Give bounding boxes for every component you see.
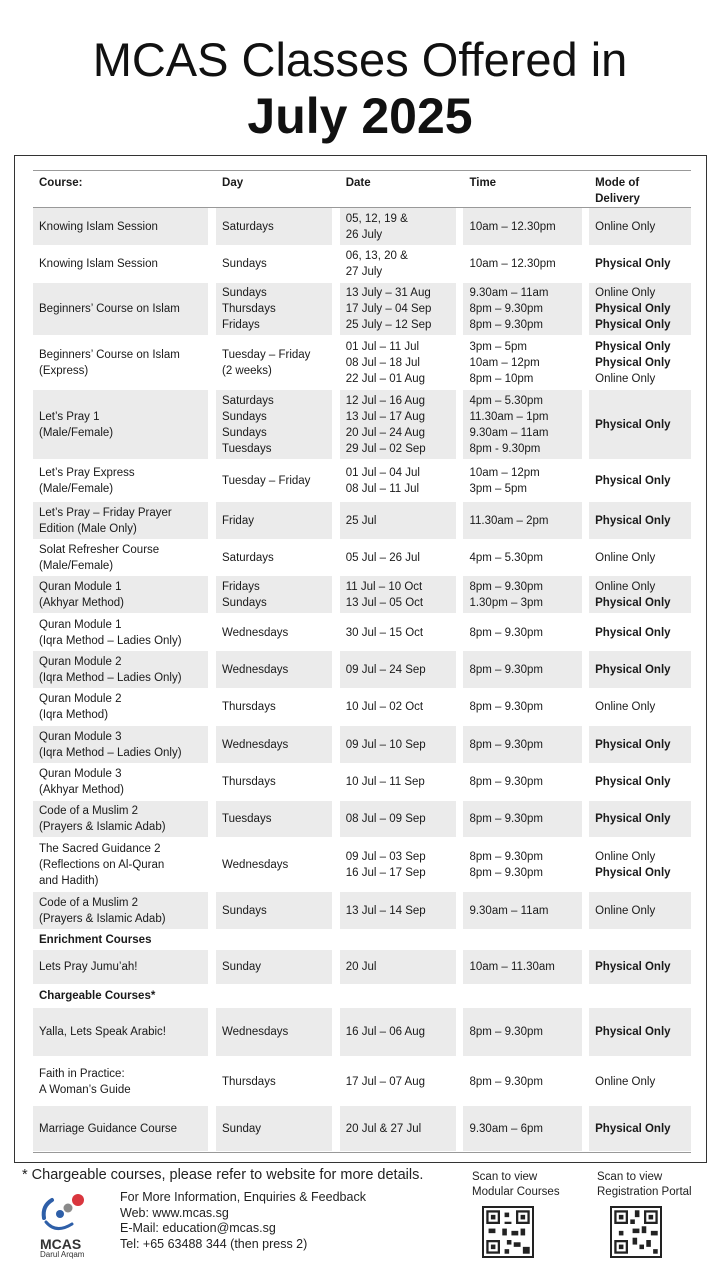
time-cell <box>463 651 582 688</box>
mode-cell <box>589 950 691 984</box>
time-cell-text: 8pm – 9.30pm <box>469 776 543 788</box>
time-cell <box>463 245 582 282</box>
mode-cell <box>589 764 691 800</box>
table-row <box>33 460 691 501</box>
date-cell-text: 09 Jul – 24 Sep <box>345 663 426 676</box>
course-cell <box>33 651 208 688</box>
mode-line: Physical Only <box>595 961 671 973</box>
mode-cell <box>589 1058 691 1105</box>
contact-email[interactable]: E-Mail: education@mcas.sg <box>120 1221 276 1235</box>
date-cell <box>340 801 457 837</box>
section-label: Chargeable Courses* <box>39 990 156 1002</box>
time-cell <box>463 208 582 245</box>
mode-line: Online Only <box>595 904 656 917</box>
table-bottom-rule <box>33 1152 691 1153</box>
time-cell-text: 10am – 12.30pm <box>469 220 556 233</box>
date-cell-text: 20 Jul & 27 Jul <box>345 1122 422 1135</box>
mode-cell <box>589 390 691 459</box>
table-row <box>33 1058 691 1105</box>
mode-cell <box>589 689 691 725</box>
table-row <box>33 540 691 575</box>
time-cell <box>463 576 582 613</box>
time-cell-text: 10am – 12pm 3pm – 5pm <box>469 466 540 495</box>
course-cell <box>33 502 208 539</box>
mode-line: Online Only <box>595 701 656 713</box>
mode-cell <box>589 838 691 891</box>
course-cell-text: Lets Pray Jumu’ah! <box>39 961 138 973</box>
mode-cell <box>589 540 691 575</box>
mode-line: Online Only <box>595 287 656 299</box>
time-cell-text: 8pm – 9.30pm <box>469 813 543 825</box>
time-cell-text: 11.30am – 2pm <box>469 514 549 527</box>
mode-line: Physical Only <box>595 257 671 270</box>
date-cell-text: 01 Jul – 11 Jul 08 Jul – 18 Jul 22 Jul – 01 Aug <box>345 340 426 385</box>
time-cell-text: 9.30am – 11am <box>469 904 549 917</box>
day-cell-text: Sundays <box>222 904 267 917</box>
contact-heading: For More Information, Enquiries & Feedback <box>120 1190 366 1204</box>
course-cell-text: Beginners’ Course on Islam <box>39 303 180 315</box>
mode-line: Physical Only <box>595 663 671 676</box>
mode-cell <box>589 576 691 613</box>
mode-cell <box>589 502 691 539</box>
course-cell <box>33 892 208 929</box>
mode-cell <box>589 1008 691 1056</box>
date-cell-text: 30 Jul – 15 Oct <box>345 626 424 639</box>
table-row <box>33 576 691 613</box>
date-cell <box>340 892 457 929</box>
day-cell-text: Saturdays Sundays Sundays Tuesdays <box>222 394 274 455</box>
mode-cell <box>589 283 691 335</box>
table-row <box>33 502 691 539</box>
day-cell <box>216 1008 332 1056</box>
time-cell-text: 9.30am – 11am 8pm – 9.30pm 8pm – 9.30pm <box>469 287 549 331</box>
contact-info <box>120 1190 366 1252</box>
header-date: Date <box>345 177 371 189</box>
date-cell-text: 12 Jul – 16 Aug 13 Jul – 17 Aug 20 Jul – 24 Aug 29 Jul – 02 Sep <box>345 394 426 455</box>
logo-name: MCAS <box>40 1236 82 1252</box>
table-row <box>33 208 691 245</box>
time-cell <box>463 950 582 984</box>
course-cell-text: Let’s Pray 1 (Male/Female) <box>39 410 114 439</box>
day-cell-text: Tuesdays <box>222 813 272 825</box>
day-cell-text: Thursdays <box>222 1075 276 1088</box>
mode-line: Physical Only <box>595 356 671 369</box>
mode-line: Physical Only <box>595 813 671 825</box>
date-cell <box>340 576 457 613</box>
date-cell <box>340 1106 457 1151</box>
date-cell-text: 13 Jul – 14 Sep <box>345 904 426 917</box>
date-cell <box>340 1008 457 1056</box>
time-cell <box>463 1058 582 1105</box>
time-cell <box>463 390 582 459</box>
header-course: Course: <box>39 177 83 189</box>
day-cell-text: Sunday <box>222 1122 262 1135</box>
date-cell-text: 10 Jul – 11 Sep <box>345 776 425 788</box>
time-cell-text: 8pm – 9.30pm <box>469 663 543 676</box>
day-cell-text: Fridays Sundays <box>222 580 267 609</box>
table-row <box>33 950 691 984</box>
course-cell-text: Faith in Practice: A Woman’s Guide <box>39 1067 131 1096</box>
mode-cell <box>589 1106 691 1151</box>
day-cell-text: Tuesday – Friday <box>222 474 311 487</box>
date-cell-text: 20 Jul <box>345 961 377 973</box>
course-cell <box>33 838 208 891</box>
day-cell-text: Sunday <box>222 961 262 973</box>
course-cell <box>33 726 208 763</box>
time-cell-text: 3pm – 5pm 10am – 12pm 8pm – 10pm <box>469 340 540 385</box>
contact-phone: Tel: +65 63488 344 (then press 2) <box>120 1236 308 1251</box>
course-cell <box>33 283 208 335</box>
table-row <box>33 892 691 929</box>
day-cell <box>216 892 332 929</box>
course-cell-text: Code of a Muslim 2 (Prayers & Islamic Adab) <box>39 805 166 833</box>
course-cell-text: Let’s Pray Express (Male/Female) <box>39 466 135 495</box>
date-cell-text: 16 Jul – 06 Aug <box>345 1026 426 1038</box>
course-cell-text: Beginners’ Course on Islam (Express) <box>39 348 180 377</box>
contact-web[interactable]: Web: www.mcas.sg <box>120 1205 229 1220</box>
course-cell-text: Quran Module 2 (Iqra Method – Ladies Only) <box>39 655 182 684</box>
mode-line: Online Only <box>595 850 656 863</box>
course-cell <box>33 1058 208 1105</box>
mode-line: Physical Only <box>595 1026 671 1038</box>
mode-line: Physical Only <box>595 866 671 879</box>
date-cell <box>340 460 457 501</box>
day-cell <box>216 651 332 688</box>
mode-line: Physical Only <box>595 303 671 315</box>
page-subtitle-month: July 2025 <box>247 88 473 144</box>
time-cell-text: 8pm – 9.30pm <box>469 1075 543 1088</box>
day-cell-text: Friday <box>222 514 254 527</box>
time-cell <box>463 764 582 800</box>
time-cell-text: 10am – 12.30pm <box>469 257 556 270</box>
mode-cell <box>589 614 691 651</box>
mode-line: Online Only <box>595 551 656 564</box>
table-row <box>33 801 691 837</box>
table-row <box>33 245 691 282</box>
time-cell <box>463 460 582 501</box>
date-cell-text: 09 Jul – 03 Sep 16 Jul – 17 Sep <box>345 850 426 879</box>
mode-cell <box>589 336 691 389</box>
course-cell-text: Quran Module 1 (Iqra Method – Ladies Only) <box>39 618 182 647</box>
table-row <box>33 838 691 891</box>
course-cell <box>33 245 208 282</box>
time-cell <box>463 540 582 575</box>
day-cell-text: Saturdays <box>222 551 274 564</box>
mode-cell <box>589 460 691 501</box>
table-header <box>33 170 691 208</box>
day-cell-text: Thursdays <box>222 776 276 788</box>
table-row <box>33 689 691 725</box>
day-cell <box>216 614 332 651</box>
time-cell <box>463 336 582 389</box>
day-cell <box>216 764 332 800</box>
mode-line: Physical Only <box>595 514 671 527</box>
table-row <box>33 336 691 389</box>
date-cell <box>340 208 457 245</box>
day-cell <box>216 576 332 613</box>
time-cell <box>463 726 582 763</box>
date-cell <box>340 502 457 539</box>
course-cell <box>33 390 208 459</box>
mode-line: Online Only <box>595 1075 656 1088</box>
course-cell <box>33 614 208 651</box>
mode-line: Physical Only <box>595 596 671 609</box>
day-cell <box>216 460 332 501</box>
time-cell-text: 8pm – 9.30pm 8pm – 9.30pm <box>469 850 543 879</box>
day-cell-text: Wednesdays <box>222 858 289 871</box>
day-cell <box>216 801 332 837</box>
time-cell <box>463 689 582 725</box>
course-cell-text: Knowing Islam Session <box>39 220 158 233</box>
course-cell-text: The Sacred Guidance 2 (Reflections on Al-Quran and Hadith) <box>39 842 165 887</box>
mode-cell <box>589 801 691 837</box>
time-cell <box>463 892 582 929</box>
day-cell-text: Wednesdays <box>222 738 289 751</box>
time-cell <box>463 502 582 539</box>
time-cell-text: 8pm – 9.30pm <box>469 738 543 751</box>
mode-cell <box>589 651 691 688</box>
day-cell <box>216 502 332 539</box>
date-cell <box>340 283 457 335</box>
time-cell-text: 4pm – 5.30pm 11.30am – 1pm 9.30am – 11am 8pm - 9.30pm <box>469 394 549 455</box>
course-cell-text: Quran Module 2 (Iqra Method) <box>39 693 122 721</box>
footnote: * Chargeable courses, please refer to website for more details. <box>22 1167 424 1183</box>
day-cell <box>216 726 332 763</box>
course-cell <box>33 764 208 800</box>
day-cell-text: Wednesdays <box>222 663 289 676</box>
mode-line: Physical Only <box>595 626 671 639</box>
course-cell <box>33 1106 208 1151</box>
date-cell <box>340 838 457 891</box>
time-cell-text: 8pm – 9.30pm <box>469 626 543 639</box>
date-cell <box>340 950 457 984</box>
time-cell <box>463 1106 582 1151</box>
mode-cell <box>589 892 691 929</box>
time-cell-text: 9.30am – 6pm <box>469 1122 543 1135</box>
course-cell-text: Quran Module 3 (Akhyar Method) <box>39 768 125 796</box>
time-cell-text: 8pm – 9.30pm <box>469 701 543 713</box>
day-cell-text: Saturdays <box>222 220 274 233</box>
logo-subtitle: Darul Arqam <box>40 1250 85 1259</box>
course-cell <box>33 689 208 725</box>
day-cell-text: Sundays <box>222 257 267 270</box>
table-row <box>33 390 691 459</box>
mode-cell <box>589 726 691 763</box>
day-cell <box>216 1106 332 1151</box>
table-row <box>33 726 691 763</box>
day-cell <box>216 1058 332 1105</box>
time-cell <box>463 1008 582 1056</box>
day-cell-text: Thursdays <box>222 701 276 713</box>
day-cell-text: Wednesdays <box>222 1026 289 1038</box>
course-cell <box>33 1008 208 1056</box>
date-cell <box>340 390 457 459</box>
date-cell <box>340 726 457 763</box>
day-cell <box>216 689 332 725</box>
course-cell-text: Code of a Muslim 2 (Prayers & Islamic Adab) <box>39 896 166 925</box>
course-cell-text: Knowing Islam Session <box>39 257 158 270</box>
day-cell <box>216 950 332 984</box>
date-cell <box>340 614 457 651</box>
course-cell <box>33 950 208 984</box>
table-row <box>33 764 691 800</box>
qr-modular-label: Scan to view Modular Courses <box>472 1171 560 1198</box>
day-cell <box>216 245 332 282</box>
date-cell-text: 01 Jul – 04 Jul 08 Jul – 11 Jul <box>345 466 420 495</box>
day-cell-text: Sundays Thursdays Fridays <box>222 287 276 331</box>
day-cell-text: Wednesdays <box>222 626 289 639</box>
date-cell <box>340 336 457 389</box>
header-mode: Mode of Delivery <box>595 177 640 205</box>
date-cell-text: 09 Jul – 10 Sep <box>345 738 426 751</box>
qr-registration-label: Scan to view Registration Portal <box>597 1171 692 1198</box>
day-cell <box>216 838 332 891</box>
course-cell <box>33 336 208 389</box>
course-cell <box>33 460 208 501</box>
time-cell-text: 8pm – 9.30pm <box>469 1026 543 1038</box>
course-cell-text: Quran Module 1 (Akhyar Method) <box>39 580 125 609</box>
table-row <box>33 651 691 688</box>
date-cell-text: 25 Jul <box>345 514 377 527</box>
mode-line: Physical Only <box>595 319 671 331</box>
course-cell <box>33 540 208 575</box>
mode-line: Online Only <box>595 220 656 233</box>
course-cell-text: Quran Module 3 (Iqra Method – Ladies Only) <box>39 730 182 759</box>
time-cell <box>463 614 582 651</box>
mode-cell <box>589 208 691 245</box>
course-cell-text: Marriage Guidance Course <box>39 1122 178 1135</box>
day-cell <box>216 283 332 335</box>
mode-line: Online Only <box>595 372 656 385</box>
qr-code-registration-icon[interactable] <box>610 1206 662 1258</box>
day-cell <box>216 208 332 245</box>
date-cell-text: 08 Jul – 09 Sep <box>345 813 426 825</box>
date-cell-text: 06, 13, 20 & 27 July <box>345 249 408 278</box>
section-heading <box>33 930 691 950</box>
day-cell-text: Tuesday – Friday (2 weeks) <box>222 348 311 377</box>
date-cell <box>340 651 457 688</box>
mode-line: Physical Only <box>595 418 671 431</box>
mode-line: Physical Only <box>595 776 671 788</box>
day-cell <box>216 540 332 575</box>
date-cell-text: 05, 12, 19 & 26 July <box>345 212 408 241</box>
time-cell-text: 8pm – 9.30pm 1.30pm – 3pm <box>469 580 543 609</box>
section-heading <box>33 986 691 1006</box>
course-cell <box>33 208 208 245</box>
date-cell <box>340 540 457 575</box>
date-cell-text: 17 Jul – 07 Aug <box>345 1075 426 1088</box>
date-cell <box>340 1058 457 1105</box>
date-cell <box>340 245 457 282</box>
mode-cell <box>589 245 691 282</box>
date-cell-text: 10 Jul – 02 Oct <box>345 701 424 713</box>
time-cell-text: 4pm – 5.30pm <box>469 551 543 564</box>
time-cell-text: 10am – 11.30am <box>469 961 555 973</box>
time-cell <box>463 801 582 837</box>
date-cell <box>340 764 457 800</box>
table-row <box>33 283 691 335</box>
page-title: MCAS Classes Offered in <box>92 33 628 86</box>
course-cell <box>33 576 208 613</box>
header-day: Day <box>222 177 244 189</box>
date-cell-text: 13 July – 31 Aug 17 July – 04 Sep 25 July – 12 Sep <box>345 287 432 331</box>
date-cell-text: 11 Jul – 10 Oct 13 Jul – 05 Oct <box>345 580 424 609</box>
day-cell <box>216 336 332 389</box>
day-cell <box>216 390 332 459</box>
qr-code-modular-icon[interactable] <box>482 1206 534 1258</box>
time-cell <box>463 838 582 891</box>
table-row <box>33 614 691 651</box>
table-row <box>33 1008 691 1056</box>
course-cell-text: Yalla, Lets Speak Arabic! <box>39 1026 166 1038</box>
date-cell-text: 05 Jul – 26 Jul <box>345 551 420 564</box>
header-time: Time <box>469 177 497 189</box>
mode-line: Physical Only <box>595 1122 671 1135</box>
section-label: Enrichment Courses <box>39 934 152 946</box>
course-cell-text: Solat Refresher Course (Male/Female) <box>39 543 160 572</box>
mode-line: Online Only <box>595 580 656 593</box>
mode-line: Physical Only <box>595 340 671 353</box>
table-row <box>33 1106 691 1151</box>
course-cell <box>33 801 208 837</box>
time-cell <box>463 283 582 335</box>
mode-line: Physical Only <box>595 738 671 751</box>
course-cell-text: Let’s Pray – Friday Prayer Edition (Male Only) <box>39 506 172 535</box>
mode-line: Physical Only <box>595 474 671 487</box>
date-cell <box>340 689 457 725</box>
